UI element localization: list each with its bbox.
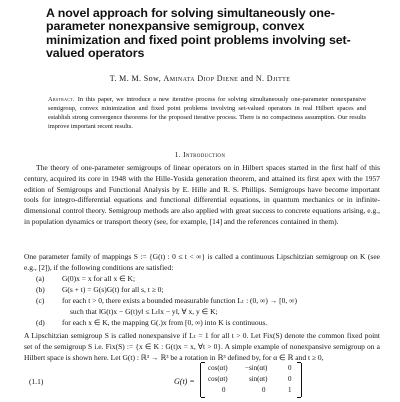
condition-text: for each t > 0, there exists a bounded measurable function Lₜ : (0, ∞) → [0, ∞) <box>62 296 297 305</box>
equation-lhs: G(t) = <box>174 377 195 386</box>
condition-text-continued: such that ‖G(t)x − G(t)y‖ ≤ Lₜ‖x − y‖, ∀ x, y ∈ K; <box>70 306 218 316</box>
abstract <box>48 96 366 132</box>
paper-title: A novel approach for solving simultaneously one-parameter nonexpansive semigroup, convex minimization and fixed point problems involving set-valued operators <box>46 6 351 61</box>
author-2: Aminata Diop Diene <box>163 74 239 83</box>
abstract-text: In this paper, we introduce a new iterative process for solving simultaneously one-parameter nonexpansive semigroup, convex minimization and fixed point problems involving set-valued operators in real Hilbert spaces and establish strong convergence theorems for the proposed iterative process. There is no compactness assumption. Our results improve important recent results. <box>48 96 366 130</box>
equation-number: (1.1) <box>29 377 44 386</box>
matrix-cell: 0 <box>288 364 292 372</box>
matrix-cell: cos(αt) <box>208 375 228 383</box>
condition-tag: (c) <box>36 296 45 305</box>
author-joiner: and <box>240 74 254 83</box>
intro-paragraph-1: The theory of one-parameter semigroups of linear operators on in Hilbert spaces started in the first half of this century, acquired its core in 1948 with the Hille-Yosida generation theorem, and attained its first apex with the 1957 edition of Semigroups and Functional Analysis by E. Hille and R. S. Phillips. Semigroups have become important tools for integro-differential equations and functional differential equations, in quantum mechanics or in infinite-dimensional control theory. Semigroup methods are also applied with great success to concrete equations arising, e.g., in population dynamics or transport theory (see, for example, [14] and the references contained in them). <box>24 163 380 226</box>
matrix-cell: sin(αt) <box>249 375 268 383</box>
matrix-cell: 0 <box>262 386 266 394</box>
condition-text: G(0)x = x for all x ∈ K; <box>62 274 136 283</box>
section-number: 1. <box>174 150 181 159</box>
condition-text: G(s + t) = G(s)G(t) for all s, t ≥ 0; <box>62 285 164 294</box>
condition-tag: (d) <box>36 318 45 327</box>
matrix-cell: −sin(αt) <box>245 364 268 372</box>
matrix-cell: 0 <box>288 375 292 383</box>
section-heading <box>0 150 400 159</box>
condition-c <box>24 296 380 318</box>
author-1: T. M. M. Sow, <box>109 74 162 83</box>
author-line <box>0 74 400 83</box>
nonexpansive-paragraph: A Lipschitzian semigroup S is called nonexpansive if Lₜ = 1 for all t > 0. Let Fix(S) denote the common fixed point set of the semigroup S i.e. Fix(S) := {x ∈ K : G(t)x = x, ∀t > 0}. A simple example of nonexpansive semigroup on a Hilbert space is shown here. Let G(t) : ℝ³ → ℝ³ be a rotation in ℝ³ defined by, for α ∈ ℝ and t ≥ 0, <box>24 331 380 362</box>
matrix-cell: 0 <box>222 386 226 394</box>
matrix-cell: cos(αt) <box>208 364 228 372</box>
condition-tag: (b) <box>36 285 45 294</box>
condition-text: for each x ∈ K, the mapping G(.)x from [0, ∞) into K is continuous. <box>62 318 268 327</box>
abstract-label: Abstract. <box>48 96 75 103</box>
definition-paragraph: One parameter family of mappings S := {G(t) : 0 ≤ t < ∞} is called a continuous Lipschitzian semigroup on K (see e.g., [2]), if the following conditions are satisfied: <box>24 252 380 272</box>
rotation-matrix-equation <box>174 362 374 402</box>
section-title: Introduction <box>183 150 226 159</box>
author-3: N. Djitte <box>255 74 291 83</box>
matrix-cell: 1 <box>288 386 292 394</box>
condition-tag: (a) <box>36 274 45 283</box>
